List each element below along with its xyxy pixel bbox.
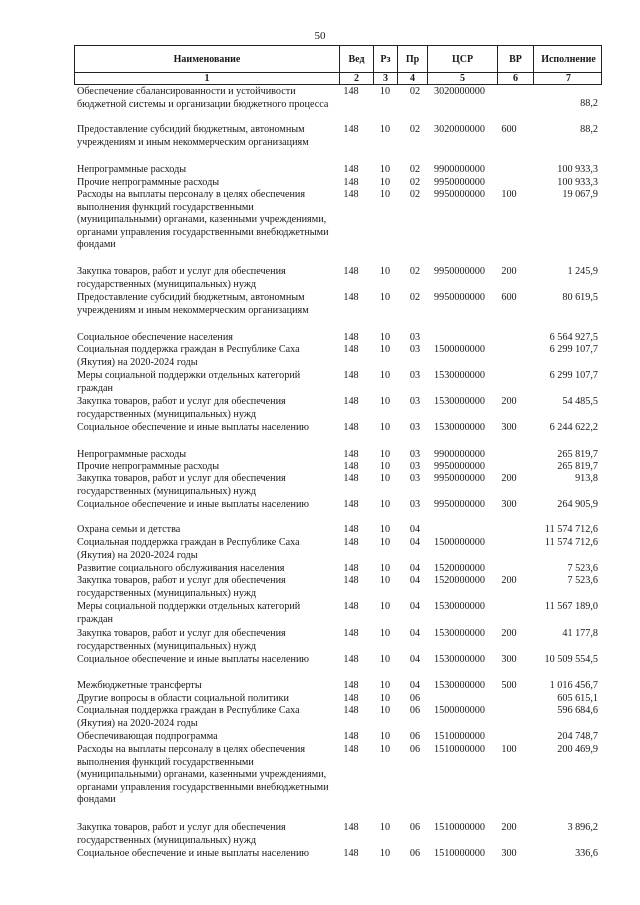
row-pr: 06 (409, 705, 421, 716)
row-exec: 204 748,7 (557, 731, 598, 742)
row-exec: 80 619,5 (562, 292, 598, 303)
row-name: Меры социальной поддержки отдельных категорий граждан (77, 601, 301, 625)
row-pr: 03 (409, 461, 421, 472)
row-vr: 200 (501, 628, 517, 639)
row-pr: 04 (409, 537, 421, 548)
row-exec: 41 177,8 (562, 628, 598, 639)
header-num-6: 6 (497, 72, 533, 84)
row-exec: 3 896,2 (567, 822, 598, 833)
row-ved: 148 (343, 575, 359, 586)
page-number: 50 (314, 30, 326, 42)
row-pr: 06 (409, 693, 421, 704)
row-pr: 03 (409, 396, 421, 407)
row-csr: 9950000000 (434, 292, 485, 303)
row-exec: 6 244 622,2 (549, 422, 598, 433)
row-pr: 03 (409, 332, 421, 343)
row-ved: 148 (343, 693, 359, 704)
row-exec: 11 574 712,6 (544, 537, 598, 548)
row-name: Обеспечивающая подпрограмма (77, 731, 218, 742)
row-csr: 9900000000 (434, 449, 485, 460)
row-ved: 148 (343, 344, 359, 355)
row-pr: 02 (409, 266, 421, 277)
row-name: Предоставление субсидий бюджетным, автономным учреждениям и иным некоммерческим организациям (77, 124, 309, 148)
row-pr: 04 (409, 680, 421, 691)
row-rz: 10 (379, 654, 391, 665)
row-ved: 148 (343, 563, 359, 574)
row-pr: 02 (409, 292, 421, 303)
row-rz: 10 (379, 744, 391, 755)
row-rz: 10 (379, 601, 391, 612)
header-num-2: 2 (339, 72, 373, 84)
row-exec: 264 905,9 (557, 499, 598, 510)
row-name: Социальное обеспечение и иные выплаты населению (77, 848, 310, 859)
row-exec: 11 567 189,0 (544, 601, 598, 612)
header-num-3: 3 (373, 72, 397, 84)
row-pr: 04 (409, 628, 421, 639)
header-rz: Рз (373, 46, 397, 72)
row-ved: 148 (343, 86, 359, 97)
row-ved: 148 (343, 266, 359, 277)
row-csr: 1530000000 (434, 601, 485, 612)
row-vr: 600 (501, 292, 517, 303)
row-exec: 596 684,6 (557, 705, 598, 716)
header-ved: Вед (339, 46, 373, 72)
row-vr: 300 (501, 499, 517, 510)
row-name: Развитие социального обслуживания населения (77, 563, 285, 574)
row-pr: 06 (409, 822, 421, 833)
row-pr: 03 (409, 370, 421, 381)
row-csr: 9950000000 (434, 177, 485, 188)
row-csr: 9950000000 (434, 189, 485, 200)
row-csr: 1530000000 (434, 654, 485, 665)
row-ved: 148 (343, 461, 359, 472)
row-vr: 300 (501, 848, 517, 859)
row-rz: 10 (379, 537, 391, 548)
row-ved: 148 (343, 124, 359, 135)
row-csr: 1510000000 (434, 822, 485, 833)
row-name: Обеспечение сбалансированности и устойчивости бюджетной системы и организации бюджетного процесса (77, 86, 329, 110)
row-pr: 06 (409, 744, 421, 755)
row-exec: 1 016 456,7 (549, 680, 598, 691)
row-name: Социальное обеспечение и иные выплаты населению (77, 654, 310, 665)
row-csr: 1510000000 (434, 744, 485, 755)
row-name: Охрана семьи и детства (77, 524, 181, 535)
row-ved: 148 (343, 473, 359, 484)
row-name: Межбюджетные трансферты (77, 680, 202, 691)
row-name: Социальное обеспечение населения (77, 332, 233, 343)
row-ved: 148 (343, 524, 359, 535)
row-rz: 10 (379, 396, 391, 407)
row-pr: 03 (409, 344, 421, 355)
row-rz: 10 (379, 422, 391, 433)
row-ved: 148 (343, 537, 359, 548)
row-name: Другие вопросы в области социальной политики (77, 693, 289, 704)
header-exec: Исполнение (533, 46, 603, 72)
row-rz: 10 (379, 164, 391, 175)
header-num-1: 1 (204, 72, 210, 84)
row-csr: 9950000000 (434, 473, 485, 484)
row-exec: 605 615,1 (557, 693, 598, 704)
row-vr: 300 (501, 654, 517, 665)
row-name: Закупка товаров, работ и услуг для обеспечения государственных (муниципальных) нужд (77, 628, 286, 652)
row-vr: 500 (501, 680, 517, 691)
row-rz: 10 (379, 449, 391, 460)
row-name: Меры социальной поддержки отдельных категорий граждан (77, 370, 301, 394)
row-rz: 10 (379, 628, 391, 639)
row-vr: 200 (501, 396, 517, 407)
row-pr: 03 (409, 449, 421, 460)
row-pr: 02 (409, 177, 421, 188)
row-pr: 04 (409, 654, 421, 665)
row-exec: 7 523,6 (567, 563, 598, 574)
row-rz: 10 (379, 177, 391, 188)
row-exec: 88,2 (580, 124, 598, 135)
row-csr: 1520000000 (434, 563, 485, 574)
row-ved: 148 (343, 848, 359, 859)
row-csr: 1500000000 (434, 344, 485, 355)
row-rz: 10 (379, 680, 391, 691)
row-ved: 148 (343, 628, 359, 639)
row-exec: 7 523,6 (567, 575, 598, 586)
row-ved: 148 (343, 731, 359, 742)
row-rz: 10 (379, 822, 391, 833)
row-name: Социальная поддержка граждан в Республике Саха (Якутия) на 2020-2024 годы (77, 537, 300, 561)
row-rz: 10 (379, 332, 391, 343)
row-name: Закупка товаров, работ и услуг для обеспечения государственных (муниципальных) нужд (77, 266, 286, 290)
row-rz: 10 (379, 731, 391, 742)
row-csr: 3020000000 (434, 124, 485, 135)
row-csr: 9950000000 (434, 499, 485, 510)
row-name: Закупка товаров, работ и услуг для обеспечения государственных (муниципальных) нужд (77, 822, 286, 846)
row-exec: 6 299 107,7 (549, 344, 598, 355)
row-rz: 10 (379, 563, 391, 574)
row-csr: 1520000000 (434, 575, 485, 586)
row-vr: 600 (501, 124, 517, 135)
row-name: Закупка товаров, работ и услуг для обеспечения государственных (муниципальных) нужд (77, 473, 286, 497)
row-name: Расходы на выплаты персоналу в целях обеспечения выполнения функций государственными (муниципальными) органами, казенными учреждениями, органами управления государственными внебюджетными фондами (77, 744, 329, 806)
row-exec: 100 933,3 (557, 164, 598, 175)
row-name: Социальное обеспечение и иные выплаты населению (77, 499, 310, 510)
row-ved: 148 (343, 370, 359, 381)
row-ved: 148 (343, 396, 359, 407)
row-rz: 10 (379, 292, 391, 303)
row-csr: 1530000000 (434, 370, 485, 381)
row-pr: 04 (409, 524, 421, 535)
row-csr: 1500000000 (434, 705, 485, 716)
row-rz: 10 (379, 344, 391, 355)
header-num-5: 5 (427, 72, 497, 84)
row-ved: 148 (343, 449, 359, 460)
row-rz: 10 (379, 693, 391, 704)
row-rz: 10 (379, 124, 391, 135)
row-name: Непрограммные расходы (77, 449, 187, 460)
row-vr: 200 (501, 266, 517, 277)
row-ved: 148 (343, 189, 359, 200)
row-rz: 10 (379, 86, 391, 97)
row-vr: 200 (501, 473, 517, 484)
row-rz: 10 (379, 705, 391, 716)
row-exec: 6 564 927,5 (549, 332, 598, 343)
row-vr: 300 (501, 422, 517, 433)
row-pr: 02 (409, 189, 421, 200)
row-pr: 02 (409, 164, 421, 175)
row-exec: 265 819,7 (557, 449, 598, 460)
row-rz: 10 (379, 848, 391, 859)
row-ved: 148 (343, 422, 359, 433)
row-exec: 1 245,9 (567, 266, 598, 277)
row-pr: 04 (409, 575, 421, 586)
row-rz: 10 (379, 575, 391, 586)
row-name: Непрограммные расходы (77, 164, 187, 175)
row-pr: 03 (409, 422, 421, 433)
row-ved: 148 (343, 499, 359, 510)
row-name: Предоставление субсидий бюджетным, автономным учреждениям и иным некоммерческим организациям (77, 292, 309, 316)
row-exec: 19 067,9 (562, 189, 598, 200)
row-exec: 913,8 (575, 473, 598, 484)
header-pr: Пр (397, 46, 427, 72)
row-exec: 336,6 (575, 848, 598, 859)
row-ved: 148 (343, 654, 359, 665)
row-ved: 148 (343, 601, 359, 612)
row-name: Прочие непрограммные расходы (77, 461, 220, 472)
row-csr: 1500000000 (434, 537, 485, 548)
row-pr: 03 (409, 473, 421, 484)
row-rz: 10 (379, 524, 391, 535)
row-rz: 10 (379, 266, 391, 277)
row-ved: 148 (343, 177, 359, 188)
row-csr: 9900000000 (434, 164, 485, 175)
row-exec: 100 933,3 (557, 177, 598, 188)
row-vr: 200 (501, 575, 517, 586)
row-pr: 06 (409, 731, 421, 742)
row-exec: 10 509 554,5 (544, 654, 598, 665)
row-ved: 148 (343, 332, 359, 343)
row-name: Закупка товаров, работ и услуг для обеспечения государственных (муниципальных) нужд (77, 575, 286, 599)
row-csr: 1510000000 (434, 731, 485, 742)
row-name: Социальное обеспечение и иные выплаты населению (77, 422, 310, 433)
row-pr: 04 (409, 601, 421, 612)
row-rz: 10 (379, 499, 391, 510)
row-ved: 148 (343, 744, 359, 755)
row-exec: 54 485,5 (562, 396, 598, 407)
row-csr: 1530000000 (434, 680, 485, 691)
row-csr: 3020000000 (434, 86, 485, 97)
row-pr: 02 (409, 124, 421, 135)
row-exec: 11 574 712,6 (544, 524, 598, 535)
row-csr: 9950000000 (434, 461, 485, 472)
row-ved: 148 (343, 705, 359, 716)
row-ved: 148 (343, 680, 359, 691)
row-name: Прочие непрограммные расходы (77, 177, 220, 188)
row-name: Социальная поддержка граждан в Республике Саха (Якутия) на 2020-2024 годы (77, 705, 300, 729)
header-num-4: 4 (397, 72, 427, 84)
row-csr: 9950000000 (434, 266, 485, 277)
header-csr: ЦСР (427, 46, 497, 72)
header-titles-row (74, 45, 602, 73)
row-vr: 100 (501, 189, 517, 200)
row-csr: 1530000000 (434, 422, 485, 433)
header-numbers-row (74, 72, 602, 85)
row-rz: 10 (379, 189, 391, 200)
row-csr: 1510000000 (434, 848, 485, 859)
header-name: Наименование (173, 53, 241, 65)
row-rz: 10 (379, 461, 391, 472)
row-name: Расходы на выплаты персоналу в целях обеспечения выполнения функций государственными (муниципальными) органами, казенными учреждениями, органами управления государственными внебюджетными фондами (77, 189, 329, 251)
row-csr: 1530000000 (434, 396, 485, 407)
row-vr: 200 (501, 822, 517, 833)
row-ved: 148 (343, 822, 359, 833)
row-name: Закупка товаров, работ и услуг для обеспечения государственных (муниципальных) нужд (77, 396, 286, 420)
row-rz: 10 (379, 370, 391, 381)
header-num-7: 7 (533, 72, 603, 84)
row-ved: 148 (343, 292, 359, 303)
row-pr: 04 (409, 563, 421, 574)
row-pr: 03 (409, 499, 421, 510)
row-exec: 6 299 107,7 (549, 370, 598, 381)
row-pr: 02 (409, 86, 421, 97)
row-rz: 10 (379, 473, 391, 484)
row-csr: 1530000000 (434, 628, 485, 639)
row-pr: 06 (409, 848, 421, 859)
row-ved: 148 (343, 164, 359, 175)
row-exec: 88,2 (580, 98, 598, 109)
header-vr: ВР (497, 46, 533, 72)
table-header (74, 45, 602, 85)
row-name: Социальная поддержка граждан в Республике Саха (Якутия) на 2020-2024 годы (77, 344, 300, 368)
row-exec: 265 819,7 (557, 461, 598, 472)
row-vr: 100 (501, 744, 517, 755)
row-exec: 200 469,9 (557, 744, 598, 755)
